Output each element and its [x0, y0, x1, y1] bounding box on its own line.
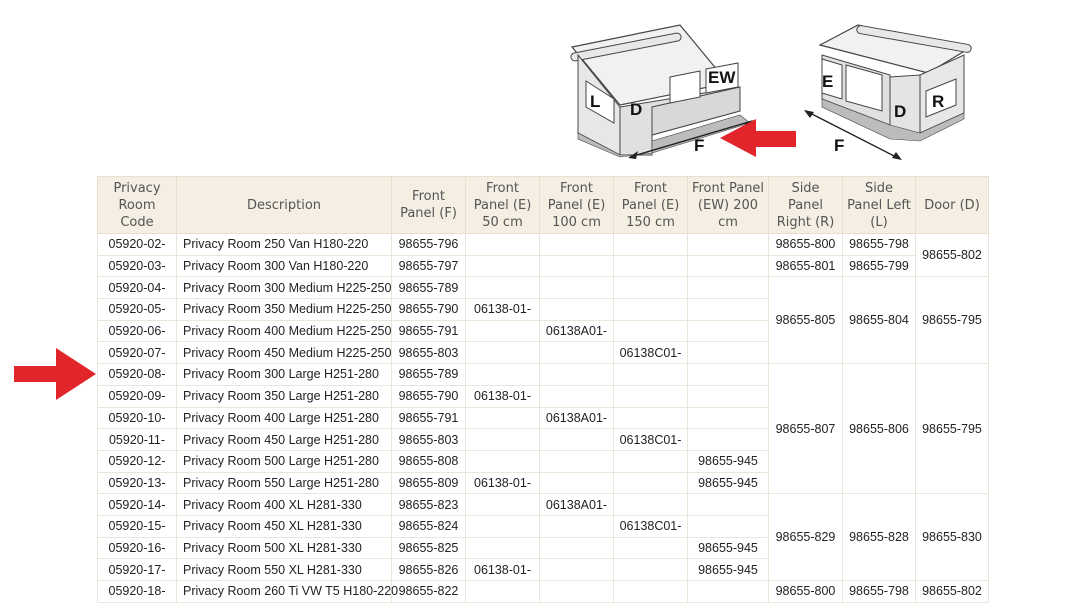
- label-l: L: [590, 92, 601, 111]
- cell-description: Privacy Room 450 XL H281-330: [177, 515, 392, 537]
- cell-front-e150: [614, 385, 688, 407]
- cell-front-e50: [466, 364, 540, 386]
- cell-front-e150: 06138C01-: [614, 515, 688, 537]
- col-header-front-f: Front Panel (F): [392, 177, 466, 234]
- cell-side-left: 98655-798: [843, 581, 916, 603]
- cell-front-f: 98655-803: [392, 342, 466, 364]
- col-header-front-e50: Front Panel (E) 50 cm: [466, 177, 540, 234]
- cell-side-right: 98655-801: [769, 255, 843, 277]
- cell-front-e50: [466, 494, 540, 516]
- cell-front-e100: [540, 559, 614, 581]
- cell-front-f: 98655-824: [392, 515, 466, 537]
- label-f-left: F: [694, 136, 705, 155]
- col-header-front-ew: Front Panel (EW) 200 cm: [688, 177, 769, 234]
- cell-door: 98655-802: [916, 581, 989, 603]
- table-row: [98, 494, 989, 516]
- cell-code: 05920-06-: [98, 320, 177, 342]
- cell-front-e150: [614, 450, 688, 472]
- cell-description: Privacy Room 400 Large H251-280: [177, 407, 392, 429]
- cell-code: 05920-10-: [98, 407, 177, 429]
- col-header-code: Privacy Room Code: [98, 177, 177, 234]
- cell-description: Privacy Room 260 Ti VW T5 H180-220: [177, 581, 392, 603]
- cell-description: Privacy Room 450 Medium H225-250: [177, 342, 392, 364]
- cell-front-e100: [540, 364, 614, 386]
- col-header-door: Door (D): [916, 177, 989, 234]
- cell-front-e50: 06138-01-: [466, 385, 540, 407]
- table-row: [98, 581, 989, 603]
- cell-front-e100: [540, 299, 614, 321]
- cell-front-ew: [688, 277, 769, 299]
- cell-code: 05920-14-: [98, 494, 177, 516]
- cell-front-e100: [540, 515, 614, 537]
- cell-front-f: 98655-791: [392, 407, 466, 429]
- cell-description: Privacy Room 550 XL H281-330: [177, 559, 392, 581]
- cell-code: 05920-03-: [98, 255, 177, 277]
- cell-front-e150: 06138C01-: [614, 342, 688, 364]
- cell-side-right: 98655-807: [769, 364, 843, 494]
- cell-description: Privacy Room 300 Van H180-220: [177, 255, 392, 277]
- col-header-side-left: Side Panel Left (L): [843, 177, 916, 234]
- label-e: E: [822, 72, 834, 91]
- cell-front-e50: 06138-01-: [466, 559, 540, 581]
- cell-front-e100: [540, 342, 614, 364]
- cell-side-right: 98655-829: [769, 494, 843, 581]
- cell-front-e100: [540, 450, 614, 472]
- cell-side-right: 98655-805: [769, 277, 843, 364]
- cell-front-e150: [614, 472, 688, 494]
- cell-door: 98655-795: [916, 364, 989, 494]
- cell-front-e100: 06138A01-: [540, 320, 614, 342]
- cell-front-e100: [540, 234, 614, 256]
- cell-front-f: 98655-809: [392, 472, 466, 494]
- cell-door: 98655-795: [916, 277, 989, 364]
- table-header-row: [98, 177, 989, 234]
- cell-code: 05920-11-: [98, 429, 177, 451]
- cell-front-e50: [466, 234, 540, 256]
- cell-side-left: 98655-799: [843, 255, 916, 277]
- cell-front-f: 98655-822: [392, 581, 466, 603]
- cell-code: 05920-09-: [98, 385, 177, 407]
- row-pointer-arrow-icon: [12, 346, 98, 402]
- cell-description: Privacy Room 400 XL H281-330: [177, 494, 392, 516]
- col-header-side-right: Side Panel Right (R): [769, 177, 843, 234]
- cell-front-ew: [688, 234, 769, 256]
- cell-front-e50: [466, 255, 540, 277]
- cell-code: 05920-05-: [98, 299, 177, 321]
- cell-front-e100: [540, 277, 614, 299]
- cell-front-ew: 98655-945: [688, 537, 769, 559]
- cell-description: Privacy Room 250 Van H180-220: [177, 234, 392, 256]
- col-header-front-e100: Front Panel (E) 100 cm: [540, 177, 614, 234]
- right-room-illustration: [804, 25, 972, 160]
- col-header-description: Description: [177, 177, 392, 234]
- cell-front-f: 98655-826: [392, 559, 466, 581]
- cell-front-f: 98655-823: [392, 494, 466, 516]
- table-row: [98, 234, 989, 256]
- label-ew: EW: [708, 68, 736, 87]
- cell-front-e50: 06138-01-: [466, 299, 540, 321]
- cell-side-right: 98655-800: [769, 234, 843, 256]
- cell-door: 98655-830: [916, 494, 989, 581]
- table-row: [98, 277, 989, 299]
- cell-front-e50: [466, 450, 540, 472]
- cell-front-ew: [688, 364, 769, 386]
- label-f-right: F: [834, 136, 845, 155]
- cell-front-e150: [614, 364, 688, 386]
- cell-front-f: 98655-790: [392, 385, 466, 407]
- cell-description: Privacy Room 300 Large H251-280: [177, 364, 392, 386]
- cell-front-f: 98655-789: [392, 277, 466, 299]
- cell-front-e100: 06138A01-: [540, 407, 614, 429]
- cell-code: 05920-08-: [98, 364, 177, 386]
- cell-description: Privacy Room 400 Medium H225-250: [177, 320, 392, 342]
- cell-front-ew: 98655-945: [688, 450, 769, 472]
- table-row: [98, 364, 989, 386]
- privacy-room-diagram: [560, 15, 980, 165]
- table-row: [98, 255, 989, 277]
- cell-code: 05920-02-: [98, 234, 177, 256]
- cell-front-e100: [540, 581, 614, 603]
- left-room-illustration: [570, 25, 796, 159]
- cell-front-ew: [688, 581, 769, 603]
- cell-front-e50: [466, 515, 540, 537]
- col-header-front-e150: Front Panel (E) 150 cm: [614, 177, 688, 234]
- cell-front-e50: [466, 407, 540, 429]
- cell-front-ew: 98655-945: [688, 559, 769, 581]
- cell-code: 05920-07-: [98, 342, 177, 364]
- cell-front-e100: 06138A01-: [540, 494, 614, 516]
- cell-front-f: 98655-825: [392, 537, 466, 559]
- cell-side-left: 98655-806: [843, 364, 916, 494]
- cell-front-e150: 06138C01-: [614, 429, 688, 451]
- cell-front-f: 98655-790: [392, 299, 466, 321]
- cell-front-f: 98655-796: [392, 234, 466, 256]
- cell-front-e100: [540, 429, 614, 451]
- cell-front-f: 98655-789: [392, 364, 466, 386]
- cell-side-right: 98655-800: [769, 581, 843, 603]
- cell-front-e50: [466, 429, 540, 451]
- cell-front-e50: [466, 537, 540, 559]
- cell-code: 05920-12-: [98, 450, 177, 472]
- cell-front-ew: [688, 515, 769, 537]
- cell-side-left: 98655-798: [843, 234, 916, 256]
- cell-front-e50: [466, 342, 540, 364]
- cell-code: 05920-13-: [98, 472, 177, 494]
- cell-description: Privacy Room 350 Large H251-280: [177, 385, 392, 407]
- cell-front-f: 98655-797: [392, 255, 466, 277]
- cell-front-e50: [466, 277, 540, 299]
- cell-front-ew: [688, 429, 769, 451]
- cell-code: 05920-16-: [98, 537, 177, 559]
- cell-front-ew: [688, 255, 769, 277]
- cell-front-e100: [540, 537, 614, 559]
- cell-description: Privacy Room 550 Large H251-280: [177, 472, 392, 494]
- cell-front-e150: [614, 559, 688, 581]
- cell-door: 98655-802: [916, 234, 989, 277]
- cell-front-e150: [614, 299, 688, 321]
- cell-description: Privacy Room 300 Medium H225-250: [177, 277, 392, 299]
- cell-front-ew: [688, 407, 769, 429]
- cell-code: 05920-04-: [98, 277, 177, 299]
- label-r: R: [932, 92, 945, 111]
- cell-front-e150: [614, 277, 688, 299]
- cell-front-ew: 98655-945: [688, 472, 769, 494]
- cell-front-e150: [614, 581, 688, 603]
- cell-front-e150: [614, 494, 688, 516]
- cell-front-e100: [540, 472, 614, 494]
- label-d-left: D: [630, 100, 643, 119]
- cell-front-f: 98655-803: [392, 429, 466, 451]
- cell-description: Privacy Room 350 Medium H225-250: [177, 299, 392, 321]
- cell-description: Privacy Room 500 XL H281-330: [177, 537, 392, 559]
- cell-code: 05920-18-: [98, 581, 177, 603]
- cell-front-e150: [614, 255, 688, 277]
- cell-front-e150: [614, 537, 688, 559]
- cell-front-ew: [688, 494, 769, 516]
- cell-front-ew: [688, 342, 769, 364]
- cell-front-ew: [688, 385, 769, 407]
- cell-front-e150: [614, 234, 688, 256]
- cell-front-e100: [540, 255, 614, 277]
- cell-side-left: 98655-828: [843, 494, 916, 581]
- cell-front-ew: [688, 299, 769, 321]
- cell-front-ew: [688, 320, 769, 342]
- cell-code: 05920-15-: [98, 515, 177, 537]
- cell-front-e150: [614, 407, 688, 429]
- cell-front-f: 98655-808: [392, 450, 466, 472]
- cell-front-f: 98655-791: [392, 320, 466, 342]
- cell-code: 05920-17-: [98, 559, 177, 581]
- cell-front-e50: [466, 581, 540, 603]
- cell-front-e150: [614, 320, 688, 342]
- cell-front-e50: 06138-01-: [466, 472, 540, 494]
- label-d-right: D: [894, 102, 907, 121]
- cell-front-e50: [466, 320, 540, 342]
- cell-description: Privacy Room 500 Large H251-280: [177, 450, 392, 472]
- cell-side-left: 98655-804: [843, 277, 916, 364]
- privacy-room-table: [97, 176, 988, 603]
- cell-front-e100: [540, 385, 614, 407]
- cell-description: Privacy Room 450 Large H251-280: [177, 429, 392, 451]
